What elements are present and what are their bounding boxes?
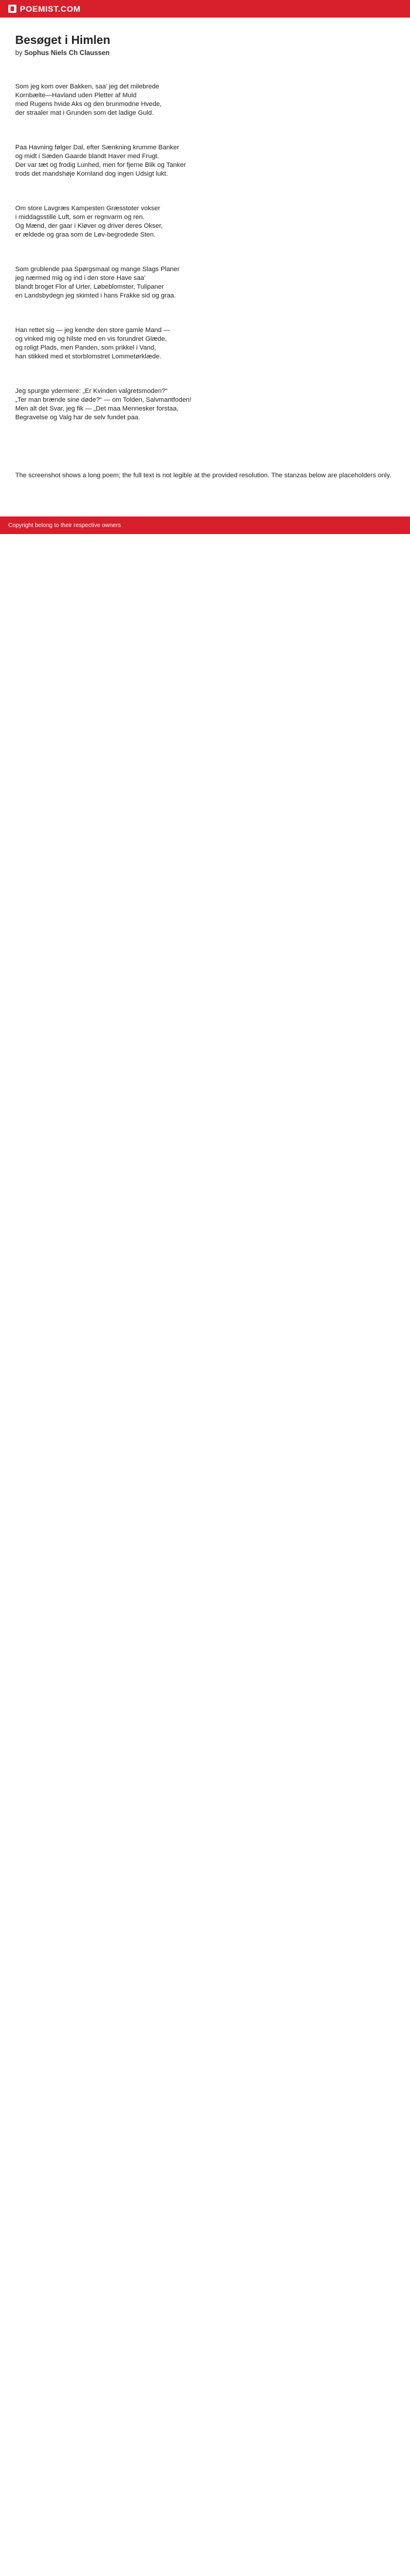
stanza: Som grublende paa Spørgsmaal og mange Slags Planer jeg nærmed mig og ind i den store Have saa' blandt broget Flor af Urter, Løbeblomster, Tulipaner en Landsbydegn jeg skimted i hans Frakke sid og graa. bbox=[15, 266, 180, 299]
stanza: Som jeg kom over Bakken, saa' jeg det milebrede Kornbælte—Havland uden Pletter af Muld med Rugens hvide Aks og den brunmodne Hvede, der straaler mat i Grunden som det ladige Guld. bbox=[15, 83, 162, 117]
stanza: Om store Lavgræs Kampesten Græsstoter vokser i middagsstille Luft, som er regnvarm og ren. Og Mænd, der gaar i Kløver og driver deres Okser, er ældede og graa som de Løv-begrodede Sten. bbox=[15, 205, 163, 238]
poem-title: Besøget i Himlen bbox=[15, 34, 111, 47]
poem-body bbox=[15, 65, 395, 506]
site-footer bbox=[0, 516, 410, 534]
footer-text: Copyright belong to their respective owners bbox=[8, 522, 121, 529]
site-name: POEMIST.COM bbox=[20, 4, 81, 13]
spacer bbox=[15, 448, 395, 454]
site-header bbox=[0, 0, 410, 18]
stanza: Han rettet sig — jeg kendte den store gamle Mand — og vinked mig og hilste med en vis forundret Glæde, og roligt Plads, men Panden, som prikkel i Vand, han stikked med et storblomstret Lommetørklæde. bbox=[15, 327, 170, 360]
poem-page bbox=[0, 18, 410, 516]
stanza: Paa Havning følger Dal, efter Sænkning krumme Banker og midt i Sæden Gaarde blandt Haver med Frugt. Der var tæt og frodig Lunhed, men for fjerne Blik og Tanker trods det mandshøje Kornland dog ingen Udsigt lukt. bbox=[15, 144, 186, 177]
logo-icon bbox=[8, 5, 16, 13]
stanza-note: The screenshot shows a long poem; the full text is not legible at the provided resolution. The stanzas below are placeholders only. bbox=[15, 472, 391, 479]
poem-byline bbox=[15, 50, 395, 57]
poem-author: Sophus Niels Ch Claussen bbox=[24, 50, 110, 57]
stanza: Jeg spurgte ydermere: „Er Kvinden valgretsmoden?“ „Ter man brænde sine døde?“ — om Tolden, Salvmantfoden! Men alt det Svar, jeg fik — „Det maa Mennesker forstaa, Begravelse og Valg har de selv fundet paa. bbox=[15, 388, 192, 421]
byline-prefix: by bbox=[15, 50, 23, 57]
site-logo[interactable] bbox=[8, 4, 81, 13]
